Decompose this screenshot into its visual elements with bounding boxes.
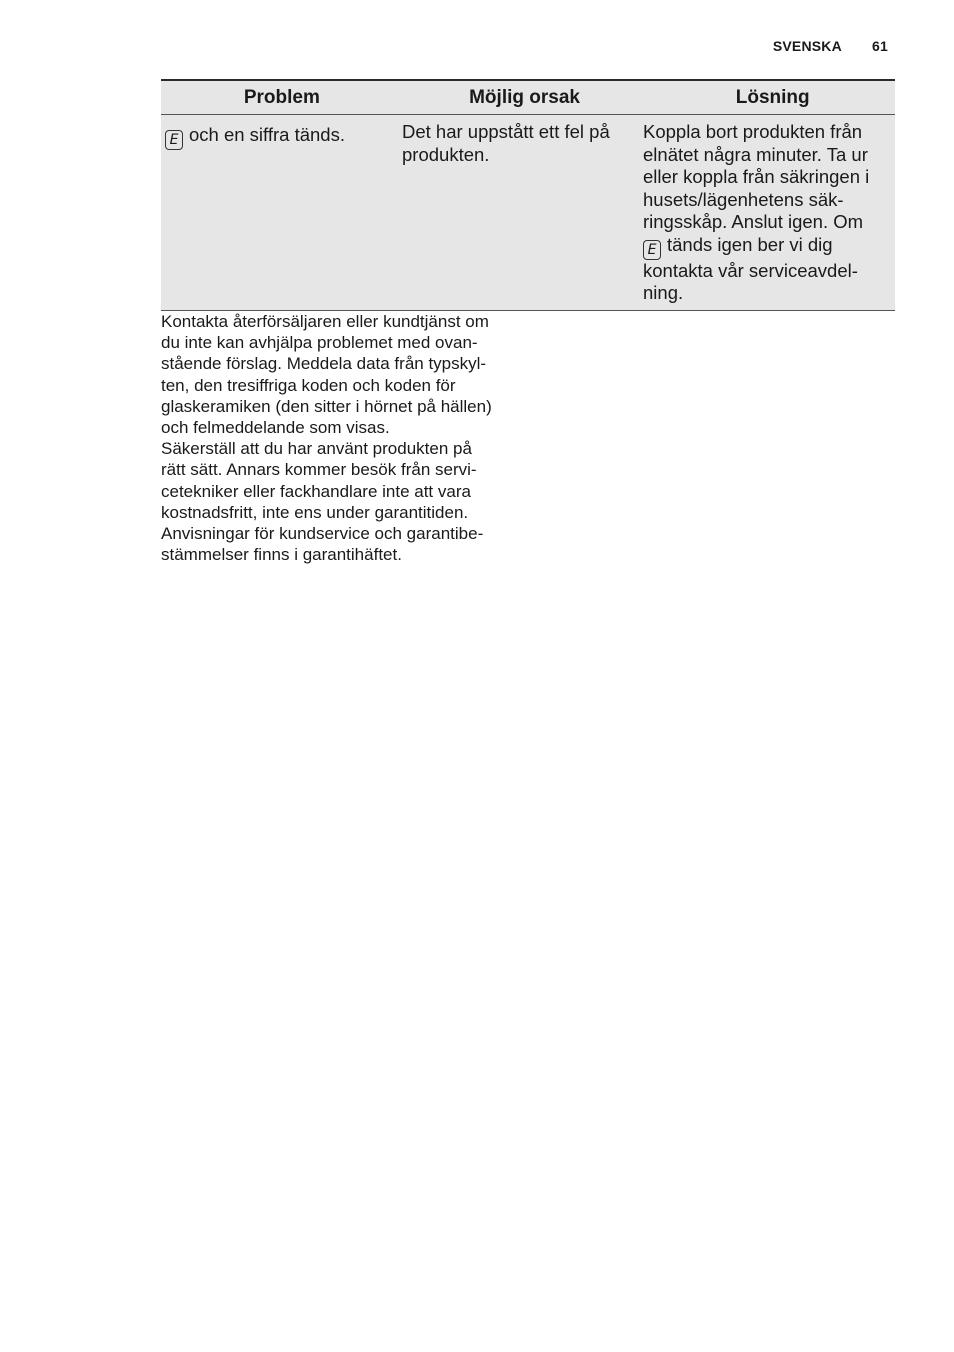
column-header-problem: Problem bbox=[243, 86, 320, 108]
error-display-icon: E bbox=[165, 130, 183, 150]
paragraph-line: Anvisningar för kundservice och garantibe- bbox=[161, 524, 484, 544]
solution-line bbox=[643, 234, 883, 260]
table-row bbox=[161, 115, 895, 310]
solution-line: eller koppla från säkringen i bbox=[643, 166, 870, 187]
cell-solution bbox=[637, 121, 883, 305]
solution-line: husets/lägenhetens säk- bbox=[643, 188, 844, 210]
cell-problem bbox=[161, 121, 396, 305]
paragraph-line: ten, den tresiffriga koden och koden för bbox=[161, 375, 456, 395]
solution-line: ringsskåp. Anslut igen. Om bbox=[643, 211, 864, 232]
paragraph-line: stående förslag. Meddela data från typskyl- bbox=[161, 354, 487, 374]
paragraph-line: stämmelser finns i garantihäftet. bbox=[161, 545, 402, 565]
page-number: 61 bbox=[872, 38, 888, 54]
language-label: SVENSKA bbox=[772, 38, 842, 54]
paragraph-line: glaskeramiken (den sitter i hörnet på hällen) bbox=[161, 396, 492, 416]
column-header-cause: Möjlig orsak bbox=[469, 86, 580, 108]
solution-line: Koppla bort produkten från bbox=[643, 121, 863, 142]
paragraph-line: kostnadsfritt, inte ens under garantitiden. bbox=[161, 502, 469, 522]
cause-line: produkten. bbox=[402, 143, 490, 165]
paragraph-line: och felmeddelande som visas. bbox=[161, 418, 390, 438]
service-paragraph bbox=[161, 311, 521, 565]
problem-text: och en siffra tänds. bbox=[189, 124, 345, 145]
solution-line: elnätet några minuter. Ta ur bbox=[643, 143, 868, 165]
column-header-solution: Lösning bbox=[735, 86, 810, 108]
paragraph-line: cetekniker eller fackhandlare inte att vara bbox=[161, 481, 471, 501]
solution-line: kontakta vår serviceavdel- bbox=[643, 259, 858, 281]
table-header-row bbox=[161, 81, 895, 115]
paragraph-line: rätt sätt. Annars kommer besök från servi- bbox=[161, 460, 477, 480]
paragraph-line: Kontakta återförsäljaren eller kundtjänst om bbox=[161, 312, 489, 331]
paragraph-line: Säkerställ att du har använt produkten på bbox=[161, 439, 472, 459]
solution-line: ning. bbox=[643, 282, 684, 303]
cell-cause bbox=[396, 121, 637, 305]
cause-line: Det har uppstått ett fel på bbox=[402, 121, 610, 142]
troubleshooting-table bbox=[161, 79, 895, 311]
page-header bbox=[773, 38, 888, 54]
solution-symbol-suffix: tänds igen ber vi dig bbox=[667, 233, 833, 255]
error-display-icon: E bbox=[643, 240, 661, 260]
paragraph-line: du inte kan avhjälpa problemet med ovan- bbox=[161, 333, 478, 353]
